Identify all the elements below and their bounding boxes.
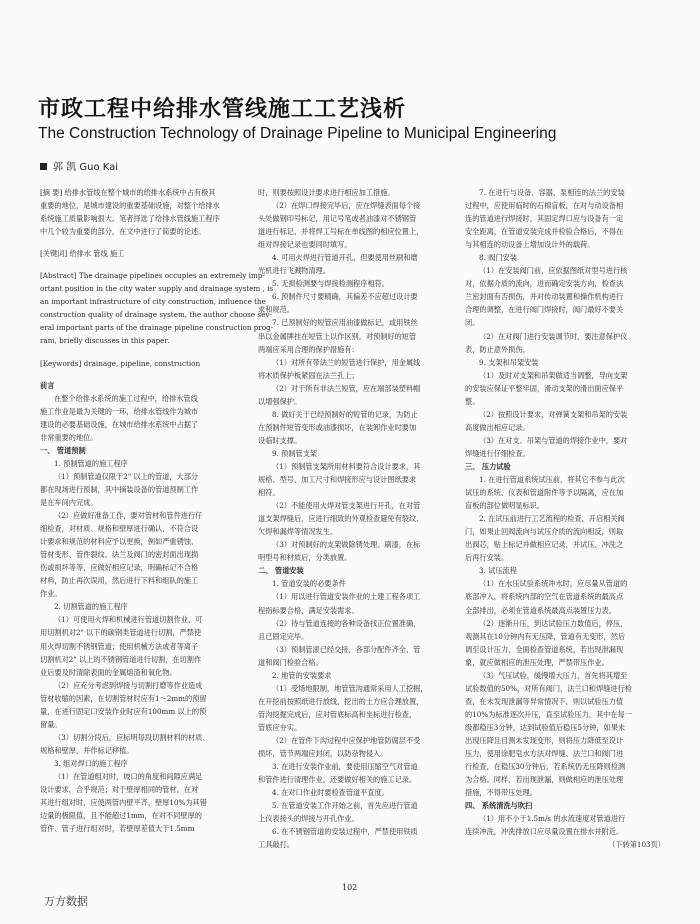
text-line: （3）气压试验，缓慢增大压力，首先将其增至 [479, 670, 628, 680]
text-line: 在整个给排水系统的施工过程中，给排水管线 [54, 393, 198, 403]
text-line: construction quality of drainage system, the author choose sev- [40, 310, 272, 320]
text-line: （2）在管件下沟过程中应保护地管防腐层不受 [272, 735, 421, 745]
text-line: 级都稳压3分钟，达到试验值后稳压5分钟，如果未 [465, 722, 626, 732]
text-line: 4. 可用火焊进行管道开孔，但要使用丝刷和磨 [272, 253, 418, 263]
text-line: 过程中，应使用临时的石棉盲板，在对与动设备相 [465, 201, 624, 211]
text-line: ortant position in the city water supply and drainage system , is [40, 284, 274, 294]
text-line: 将木质保护板紧固在法兰孔上； [258, 370, 359, 380]
text-line: 8. 阀门安装 [479, 253, 517, 263]
text-line: 4. 在对口作业时要检查管道平直度。 [272, 788, 389, 798]
text-line: 管材变形、管件裂纹、法兰及阀门的密封面出现损 [40, 550, 199, 560]
text-line: 在预制件短管变形或油漆损坏，在装卸作业时要加 [258, 422, 417, 432]
text-line: （3）预制管滚已经交接，各部分配件齐全，管 [272, 644, 421, 654]
text-line: 试验数值的50%，对所有阀门、法兰口和焊缝进行检 [465, 683, 632, 693]
text-line: 二、 管道安装 [258, 566, 304, 576]
text-line: 9. 预制管支架 [272, 448, 318, 458]
text-line: 3. 组对焊口的施工程序 [54, 758, 128, 768]
text-line: 2. 切割管道的施工程序 [54, 602, 128, 612]
text-line: 欠焊和漏焊等情况发生。 [258, 527, 338, 537]
text-line: （2）按照设计要求，对弹簧支架和吊架的安装 [479, 409, 628, 419]
text-line: 观测其在10分钟内有无压降，管道有无变形，然后 [465, 631, 626, 641]
text-line: 7. 已预制好的短管应用油漆做标记，或用铁丝 [272, 318, 418, 328]
text-line: [关键词] 给排水 管线 施工 [40, 249, 125, 259]
text-line: 系统施工质量影响很大。笔者择选了给排水管线施工程序 [40, 214, 220, 224]
text-line: 量，在进行固定口安装作业时应有100mm 以上的预 [40, 706, 207, 716]
text-line: （1）在水压试验系统冲水时，应尽量从管道的 [479, 579, 628, 589]
text-line: 前言 [40, 380, 55, 390]
text-line: 三、 压力试验 [465, 461, 511, 471]
text-line: 1. 管道安装的必要条件 [272, 579, 346, 589]
text-line: 6. 在不锈钢管道的安装过程中，严禁使用铁质 [272, 827, 418, 837]
text-line: （1）预制管支架所用材料要符合设计要求，其 [272, 461, 421, 471]
text-line: 表，防止意外损伤。 [465, 344, 530, 354]
text-line: 组对焊接记录也要同时填写。 [258, 240, 352, 250]
text-line: ram, briefly discusses in this paper. [40, 336, 170, 346]
text-line: 建设的必要基础设施，在城市给排水系统中占据了 [40, 419, 199, 429]
text-line: 明型号和材质后，分类放置。 [258, 553, 352, 563]
text-line: （1）在安装阀门前，应依据图纸对型号进行核 [479, 266, 628, 276]
text-line: （1）可使用火焊和机械进行管道切割作业，可 [54, 615, 203, 625]
text-line: 行检查，在稳压30分钟后，若系统仍无压降则检测 [465, 762, 626, 772]
text-line: 细检查，对材质、规格和壁厚进行确认，不符合设 [40, 524, 199, 534]
text-line: 后再行安装。 [465, 553, 509, 563]
text-line: （1）对所有带法兰的短管进行保护，用金属线 [272, 357, 421, 367]
text-line: 光机进行飞溅物清理。 [258, 266, 330, 276]
text-line: 两端应采用合理的保护措施有： [258, 344, 359, 354]
text-line: 2. 在试压前进行工艺流程的检查，开启相关阀 [479, 514, 625, 524]
text-line: 头处做钢印号标记，用记号笔或者油漆对不锈钢管 [258, 214, 417, 224]
text-line: 和管件进行清理作业，还要做好相关的施工记录。 [258, 775, 417, 785]
text-line: 程指标要合格，满足安装需求。 [258, 605, 359, 615]
text-line: 对，依据介质的流向，进而确定安装方向，检查法 [465, 279, 624, 289]
text-line: 设计要求，合乎规范；对于壁厚相同的管材，在对 [40, 785, 199, 795]
text-line: 上仪表接头的焊接与开孔作业。 [258, 814, 359, 824]
text-line: [Keywords] drainage, pipeline, construction [40, 358, 201, 368]
text-line: 试压的系统、仪表和管道附件等予以隔离，应在加 [465, 488, 624, 498]
text-line: 管底应夯实。 [258, 722, 302, 732]
text-line: 盲板的部位做明显标识。 [465, 501, 545, 511]
text-line: 兰密封面有否损伤，并对传动装置和操作机构进行 [465, 292, 624, 302]
text-line: 中几个较为重要的部分，在文中进行了简要的论述。 [40, 227, 206, 237]
text-line: 规格和壁厚，并作标记移植。 [40, 745, 134, 755]
text-line: （1）用以进行管道安装作业的土建工程各项工 [272, 592, 421, 602]
text-line: （1）及时对支架和吊架做适当调整，导向支架 [479, 370, 628, 380]
page-number: 102 [342, 883, 358, 892]
text-line: （2）不能使用火焊对管支架进行开孔，在对管 [272, 501, 421, 511]
text-line: 1. 在进行管道系统试压前，将其它不参与此次 [479, 475, 625, 485]
text-line: 在开挖前按照纸进行放线，挖出的土方应合理放置， [258, 696, 424, 706]
text-line: 措施，不得带压处理。 [465, 788, 537, 798]
text-line: 5. 在管道安装工作开始之前，首先应进行管道 [272, 801, 418, 811]
text-line: 损坏，管节两端应封闭，以防杂物侵入。 [258, 749, 388, 759]
text-line: （1）在管道组对时，坡口的角度和间隙应满足 [54, 771, 203, 781]
text-line: 底部冲入，将系统内部的空气在管道系统的最高点 [465, 592, 624, 602]
text-line: 是在车间内完成。 [40, 497, 98, 507]
text-line: （2）待与管道连接的各种设备找正位置准确， [272, 618, 421, 628]
text-line: 出阀芯，贴上标记并做相应记录，并试压、冲洗之 [465, 540, 624, 550]
text-line: 为合格。同样，若出现泄漏，则做相应的泄压处理 [465, 775, 624, 785]
text-line: 都在现场进行预制，其中摘装设备的管道预制工作 [40, 484, 199, 494]
text-line: 出现压降且目测未发现变形，则将压力降低至设计 [465, 735, 624, 745]
text-line: 伤或损坏等等，应做好相应记录，明确标记不合格 [40, 563, 199, 573]
text-line: 管沟挖掘完成后，应对管底标高和坐标进行检查， [258, 709, 417, 719]
text-line: 5. 无损检测要与焊接检测程序相符。 [272, 279, 389, 289]
text-line: （2）在对阀门进行安装调节时，要注意保护仪 [479, 331, 628, 341]
text-line: 查，在未发现泄漏等异常情况下，则以试验压力值 [465, 696, 624, 706]
text-line: （1）预制管道仅限于2" 以上的管道，大部分 [54, 471, 199, 481]
text-line: （2）对于所有非法兰短管，应在端部装塑料帽 [272, 383, 421, 393]
text-line: 的10%为标准逐次升压，直至试验压力，其中在每一 [465, 709, 632, 719]
text-line: 8. 做好关于已经预制好的短管的记录，为防止 [272, 409, 418, 419]
text-line: 合理的调整，在进行阀门焊接时，阀门最好不要关 [465, 305, 624, 315]
text-line: 管件、管子进行组对时，若壁厚差值大于1.5mm [40, 824, 195, 834]
text-line: 3. 试压流程 [479, 566, 517, 576]
text-line: 用火焊切割不锈钢管道；使用机械方法或者等离子 [40, 641, 199, 651]
text-line: （1）受场地限制，地管管沟通常采用人工挖掘， [272, 683, 428, 693]
text-line: （1）用不小于1.5m/s 的水流速度对管道进行 [479, 814, 626, 824]
text-line: 非常重要的地位。 [40, 432, 98, 442]
text-line: 重要的地位，是城市建设的重要基础设施，对整个给排水 [40, 201, 220, 211]
text-line: 连的管道进行焊接时，其固定焊口应与设备有一定 [465, 214, 624, 224]
text-line: 求和规范。 [258, 305, 294, 315]
text-line: 整。 [465, 396, 480, 406]
text-line: 道支架焊缝后，应进行细致的外观检查避免有裂纹、 [258, 514, 424, 524]
text-line: 2. 地管的安装要求 [272, 670, 332, 680]
text-line: 规格、型号、加工尺寸和焊接形应与设计图纸要求 [258, 475, 417, 485]
text-line: 串以金属牌挂在短管上以作区别。对预制好的短管 [258, 331, 417, 341]
text-line: 7. 在进行与设备、容器、泵相连的法兰的安装 [479, 188, 625, 197]
text-line: （3）在对支、吊架与管道的焊接作业中，要对 [479, 435, 628, 445]
text-line: 业后要及时清除表面的金属熔渣和氧化物。 [40, 667, 177, 677]
text-line: （2）在焊口焊接完毕后，应在焊缝表面每个接 [272, 201, 421, 211]
text-line: an important infrastructure of city construction, influence the [40, 297, 266, 307]
text-line: 6. 预制件尺寸要精确，其偏差不应超过设计要 [272, 292, 418, 302]
text-line: 四、 系统清洗与吹扫 [465, 801, 533, 811]
text-line: 闭。 [465, 318, 480, 328]
text-line: 压力，使用涂肥皂水方法对焊缝、法兰口和阀门进 [465, 749, 624, 759]
square-bullet-icon [40, 163, 47, 170]
text-line: 施工作业是最为关键的一环，给排水管线作为城市 [40, 406, 199, 416]
text-line: 的安装应保证平整牢固，滑动支架的滑出面应保平 [465, 383, 624, 393]
database-watermark: 万方数据 [44, 895, 88, 908]
text-line: 管材收缩的因素，在切割管材时应有1～2mm的预留 [40, 693, 207, 703]
text-line: （3）切割分段后，应标明每段切割材料的材质、 [54, 732, 210, 742]
text-line: 设临时支撑。 [258, 435, 302, 445]
text-line: （2）应做好准备工作，要对管材和管件进行仔 [54, 511, 203, 521]
text-line: [Abstract] The drainage pipelines occupies an extremely imp- [40, 271, 265, 281]
text-line: 其进行组对时，应使两管内壁平齐，壁厚10%为其错 [40, 798, 207, 808]
text-column-3 [465, 186, 665, 851]
text-column-2 [258, 186, 454, 851]
text-line: 1. 预制管道的施工程序 [54, 458, 128, 468]
text-line: 作业。 [40, 589, 62, 599]
text-line: 全部排出，必须在管道系统最高点装置压力表。 [465, 605, 616, 615]
text-line: 道和阀门检验合格。 [258, 657, 323, 667]
author-name: 郭 凯 Guo Kai [53, 162, 119, 173]
text-line: 道进行标记，并将焊工号标在单线图的相应位置上， [258, 227, 424, 237]
text-line: 象，就应做相应的泄压处理，严禁带压作业。 [465, 657, 609, 667]
text-line: 与其相连的动设备上增加设计外的载荷。 [465, 240, 595, 250]
author-line [40, 158, 118, 173]
text-line: 9. 支架和吊架安装 [479, 357, 539, 367]
text-line: （2）应充分考虑到焊接与切割打磨等作业造成 [54, 680, 203, 690]
text-line: [摘 要] 给排水管线在整个城市的给排水系统中占有极其 [40, 188, 216, 197]
text-line: 材料，防止再次误用，然后进行下料和组队的施工 [40, 576, 199, 586]
text-line: 3. 在进行安装作业前，要使用压缩空气对管道 [272, 762, 418, 772]
text-line: 时，则要按照设计要求进行相应加工措施。 [258, 188, 395, 197]
text-line: 用切割机对2" 以下的碳钢类管道进行切割，严禁使 [40, 628, 202, 638]
text-line: 相符。 [258, 488, 280, 498]
text-line: 调至设计压力，全面检查管道系统，若出现泄漏现 [465, 644, 624, 654]
text-line: 且已固定完毕。 [258, 631, 309, 641]
text-line: 切割机对2" 以上的不锈钢管道进行切割，在切割作 [40, 654, 202, 664]
text-line: 一、 管道预制 [40, 445, 86, 455]
text-line: 安全距离，在管道安装完成并检验合格后，不得在 [465, 227, 624, 237]
text-line: eral important parts of the drainage pipeline construction prog- [40, 323, 274, 333]
text-line: （3）对预制好的支架做除锈处理、刷漆，在标 [272, 540, 421, 550]
text-line: 以增强保护。 [258, 396, 302, 406]
article-title-chinese: 市政工程中给排水管线施工工艺浅析 [38, 97, 407, 122]
text-line: （2）逐渐升压，到达试验压力数值后，停压， [479, 618, 628, 628]
text-line: 工具敲打。 [258, 840, 294, 850]
article-title-english: The Construction Technology of Drainage Pipeline to Municipal Engineering [38, 125, 557, 142]
text-line: 高度做出相应记录。 [465, 422, 530, 432]
text-line: 留量。 [40, 719, 62, 729]
text-line: 连续冲洗，冲洗排放口应尽量设置在排水井附近。 [465, 827, 624, 837]
text-line: （下转第103页） [608, 840, 665, 850]
text-line: 边量的极限值，且不能超过1mm，在对不同壁厚的 [40, 811, 202, 821]
text-line: 门，如果止回阀流向与试压介质的流向相反，则取 [465, 527, 624, 537]
text-line: 计要求和规范的材料应予以更换，例如严重锈蚀、 [40, 537, 199, 547]
text-line: 焊缝进行仔细检查。 [465, 448, 530, 458]
